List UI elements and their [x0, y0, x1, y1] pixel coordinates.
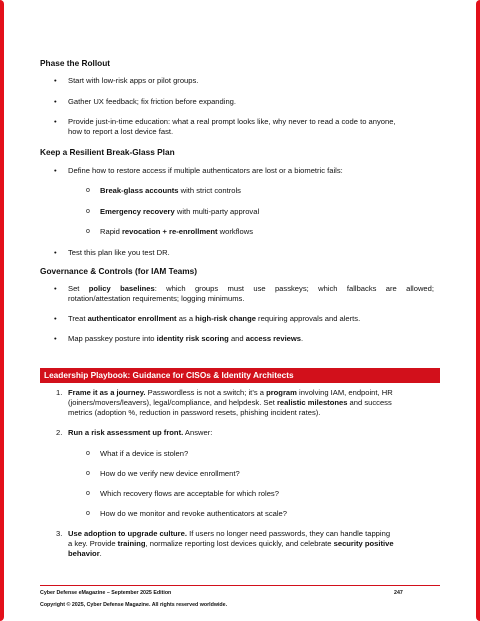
- item-line: [68, 388, 432, 398]
- item-text: and success: [347, 398, 392, 408]
- heading-break-glass: Keep a Resilient Break-Glass Plan: [40, 147, 175, 157]
- item-bold: program: [266, 388, 297, 397]
- bullet-text-line: Provide just-in-time education: what a real prompt looks like, why never to read a code to anyone,: [68, 117, 396, 126]
- list-item: [54, 76, 434, 86]
- bullet-bold: identity risk scoring: [156, 334, 229, 343]
- sub-bullet-glyph: o: [86, 450, 90, 457]
- item-text: Passwordless is not a switch; it’s a: [145, 388, 267, 397]
- numbered-item: [56, 529, 432, 560]
- bullet-text: requiring approvals and alerts.: [255, 314, 361, 323]
- item-bold: Frame it as a journey.: [68, 388, 146, 397]
- item-text: If users no longer need passwords, they can handle tapping: [186, 529, 391, 538]
- list-item: [54, 97, 434, 107]
- sub-bullet-glyph: o: [86, 470, 90, 477]
- list-item: [54, 314, 434, 324]
- bullet-text: and: [228, 334, 246, 343]
- item-bold: behavior: [68, 549, 100, 559]
- list-item: [54, 334, 434, 344]
- sub-text: How do we monitor and revoke authenticators at scale?: [100, 509, 287, 518]
- leadership-playbook-banner: Leadership Playbook: Guidance for CISOs & Identity Architects: [40, 368, 440, 383]
- bullet-glyph: •: [54, 284, 57, 293]
- bullet-text: Define how to restore access if multiple authenticators are lost or a biometric fails:: [68, 166, 343, 175]
- bullet-glyph: •: [54, 334, 57, 343]
- item-bold: security positive: [333, 539, 394, 549]
- item-text: .: [99, 549, 102, 559]
- sub-bold: revocation + re-enrollment: [121, 227, 218, 236]
- page-number: 247: [394, 590, 403, 596]
- bullet-bold: authenticator enrollment: [87, 314, 177, 323]
- list-item: [54, 284, 434, 304]
- numbered-item: [56, 388, 432, 419]
- bullet-bold: access reviews: [245, 334, 302, 343]
- footer-edition: Cyber Defense eMagazine – September 2025 Edition: [40, 590, 172, 596]
- item-text: , normalize reporting lost devices quickly, and celebrate: [145, 539, 334, 549]
- sub-bullet-glyph: o: [86, 228, 90, 235]
- bullet-bold: policy baselines: [88, 284, 155, 293]
- sub-bullet-glyph: o: [86, 208, 90, 215]
- heading-phase-rollout: Phase the Rollout: [40, 58, 111, 68]
- footer-copyright: Copyright © 2025, Cyber Defense Magazine. All rights reserved worldwide.: [40, 602, 228, 608]
- bullet-glyph: •: [54, 76, 57, 85]
- sub-text: What if a device is stolen?: [100, 449, 189, 458]
- item-text: a key. Provide: [68, 539, 118, 549]
- sub-text: Which recovery flows are acceptable for which roles?: [100, 489, 279, 498]
- item-number: 3.: [56, 529, 63, 538]
- sub-text: with strict controls: [178, 186, 241, 195]
- item-line: [68, 539, 432, 549]
- bullet-text-line: how to report a lost device fast.: [68, 127, 174, 137]
- bullet-text-line: [68, 284, 434, 294]
- sub-list-item: [86, 227, 430, 237]
- bullet-text-line: rotation/attestation requirements; logging minimums.: [68, 294, 245, 304]
- item-bold: Use adoption to upgrade culture.: [68, 529, 187, 538]
- sub-list-item: [86, 489, 430, 499]
- bullet-text: Test this plan like you test DR.: [68, 248, 170, 257]
- bullet-text: Gather UX feedback; fix friction before expanding.: [68, 97, 237, 106]
- sub-bold: Emergency recovery: [100, 207, 175, 216]
- bullet-text: Start with low-risk apps or pilot groups.: [68, 76, 199, 85]
- item-line: [68, 549, 432, 559]
- sub-bullet-glyph: o: [86, 187, 90, 194]
- sub-list-item: [86, 509, 430, 519]
- bullet-glyph: •: [54, 97, 57, 106]
- list-item: [54, 117, 434, 137]
- sub-text: Rapid: [100, 227, 122, 236]
- sub-text: workflows: [217, 227, 253, 236]
- left-red-edge: [0, 0, 4, 621]
- sub-list-item: [86, 207, 430, 217]
- list-item: [54, 166, 434, 176]
- bullet-text: Map passkey posture into: [68, 334, 157, 343]
- item-line: [68, 529, 432, 539]
- item-line: [68, 398, 432, 408]
- item-bold: training: [117, 539, 146, 549]
- bullet-text: as a: [176, 314, 196, 323]
- bullet-text: Treat: [68, 314, 88, 323]
- sub-bullet-glyph: o: [86, 490, 90, 497]
- item-text: involving IAM, endpoint, HR: [296, 388, 393, 397]
- item-line: metrics (adoption %, reduction in password resets, phishing incident rates).: [68, 408, 321, 418]
- sub-text: How do we verify new device enrollment?: [100, 469, 240, 478]
- bullet-text: .: [301, 334, 304, 343]
- footer-divider: [40, 585, 440, 586]
- numbered-item: [56, 428, 432, 438]
- item-bold: Run a risk assessment up front.: [68, 428, 184, 437]
- right-red-edge: [476, 0, 480, 621]
- item-text: Answer:: [183, 428, 213, 437]
- sub-list-item: [86, 449, 430, 459]
- sub-list-item: [86, 186, 430, 196]
- item-number: 2.: [56, 428, 63, 437]
- sub-text: with multi-party approval: [174, 207, 260, 216]
- bullet-glyph: •: [54, 117, 57, 126]
- list-item: [54, 248, 434, 258]
- item-bold: realistic milestones: [276, 398, 348, 408]
- item-text: (joiners/movers/leavers), legal/compliance, and helpdesk. Set: [68, 398, 277, 408]
- bullet-glyph: •: [54, 248, 57, 257]
- sub-bullet-glyph: o: [86, 510, 90, 517]
- sub-list-item: [86, 469, 430, 479]
- bullet-glyph: •: [54, 314, 57, 323]
- bullet-glyph: •: [54, 166, 57, 175]
- bullet-bold: high-risk change: [195, 314, 256, 323]
- bullet-text: Set: [68, 284, 89, 293]
- heading-governance: Governance & Controls (for IAM Teams): [40, 266, 198, 276]
- bullet-text: : which groups must use passkeys; which fallbacks are allowed;: [154, 284, 434, 293]
- item-number: 1.: [56, 388, 63, 397]
- sub-bold: Break-glass accounts: [100, 186, 179, 195]
